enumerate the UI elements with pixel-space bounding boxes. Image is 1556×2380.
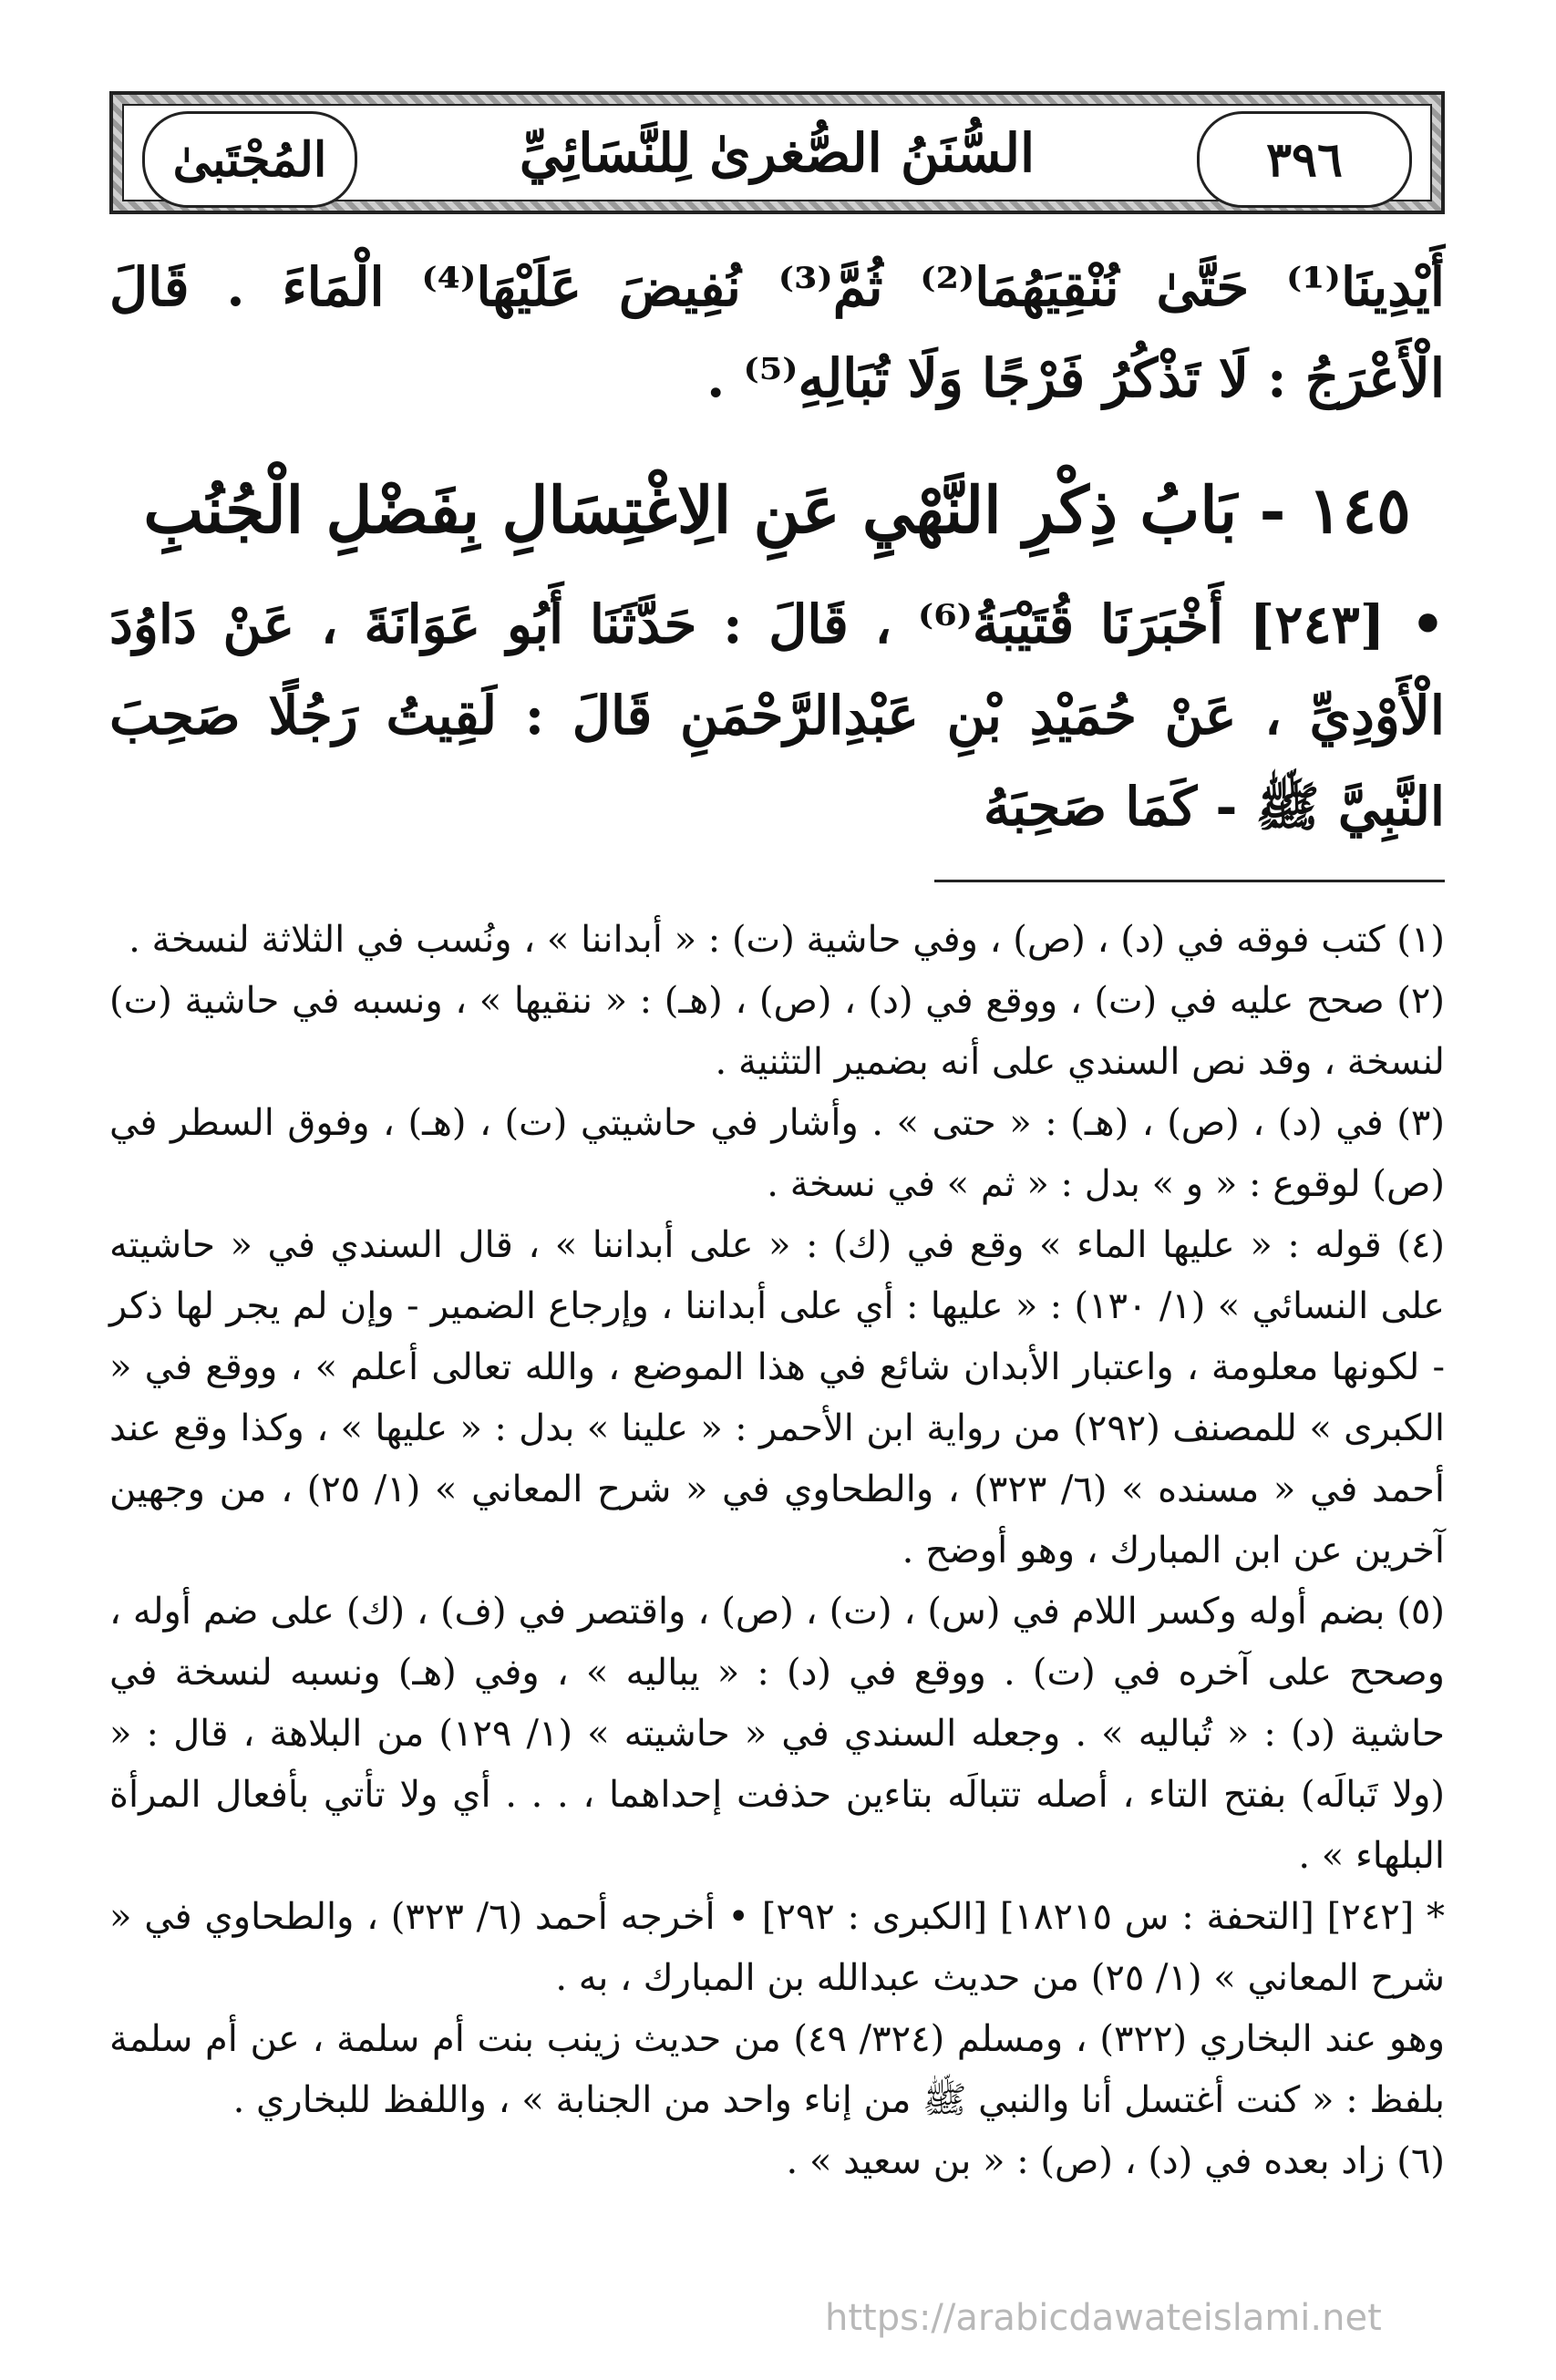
hadith-text [109,579,1445,852]
page-content [109,242,1445,2192]
footnote-4: (٤) قوله : « عليها الماء » وقع في (ك) : « على أبداننا » ، قال السندي في « حاشيته على النسائي » (١/ ١٣٠) : « عليها : أي على أبداننا ، وإرجاع الضمير - وإن لم يجر لها ذكر - لكونها معلومة ، واعتبار الأبدان شائع في هذا الموضع ، والله تعالى أعلم » ، ووقع في « الكبرى » للمصنف (٢٩٢) من رواية ابن الأحمر : « علينا » بدل : « عليها » ، وكذا وقع عند أحمد في « مسنده » (٦/ ٣٢٣) ، والطحاوي في « شرح المعاني » (١/ ٢٥) ، من وجهين آخرين عن ابن المبارك ، وهو أوضح . [109,1224,1446,1571]
main-text [109,242,1445,424]
hadith-paragraph: • [٢٤٣] أَخْبَرَنَا قُتَيْبَةُ⁽⁶⁾ ، قَالَ : حَدَّثَنَا أَبُو عَوَانَةَ ، عَنْ دَاوُدَ الْأَوْدِيِّ ، عَنْ حُمَيْدِ بْنِ عَبْدِالرَّحْمَنِ قَالَ : لَقِيتُ رَجُلًا صَحِبَ النَّبِيَّ ﷺ - كَمَا صَحِبَهُ [109,593,1445,838]
footnote-3: (٣) في (د) ، (ص) ، (هـ) : « حتى » . وأشار في حاشيتي (ت) ، (هـ) ، وفوق السطر في (ص) لوقوع : « و » بدل : « ثم » في نسخة . [109,1102,1445,1205]
page-header [109,91,1445,214]
footnote-divider [934,880,1445,882]
chapter-heading: ١٤٥ - بَابُ ذِكْرِ النَّهْيِ عَنِ الِاغْتِسَالِ بِفَضْلِ الْجُنُبِ [143,472,1411,548]
footnotes [109,910,1445,2192]
watermark-url: https://arabicdawateislami.net [825,2297,1382,2339]
book-emblem: المُجْتَبىٰ [142,111,357,208]
page-number: ٣٩٦ [1197,111,1412,208]
footnote-5: (٥) بضم أوله وكسر اللام في (س) ، (ت) ، (ص) ، واقتصر في (ف) ، (ك) على ضم أوله ، وصحح على آخره في (ت) . ووقع في (د) : « يباليه » ، وفي (هـ) ونسبه لنسخة في حاشية (د) : « تُباليه » . وجعله السندي في « حاشيته » (١/ ١٢٩) من البلاهة ، قال : « (ولا تَبالَه) بفتح التاء ، أصله تتبالَه بتاءين حذفت إحداهما ، . . . أي ولا تأتي بأفعال المرأة البلهاء » . [109,1591,1446,1877]
footnote-6: (٦) زاد بعده في (د) ، (ص) : « بن سعيد » . [786,2140,1445,2182]
page-header-frame [122,104,1432,201]
footnote-1: (١) كتب فوقه في (د) ، (ص) ، وفي حاشية (ت) : « أبداننا » ، ونُسب في الثلاثة لنسخة . [129,919,1445,961]
main-paragraph: أَيْدِينَا⁽¹⁾ حَتَّىٰ نُنْقِيَهُمَا⁽²⁾ ثُمَّ⁽³⁾ نُفِيضَ عَلَيْهَا⁽⁴⁾ الْمَاءَ . قَالَ الْأَعْرَجُ : لَا تَذْكُرُ فَرْجًا وَلَا تُبَالِهِ⁽⁵⁾ . [109,256,1445,409]
takhrij-2: وهو عند البخاري (٣٢٢) ، ومسلم (٣٢٤/ ٤٩) من حديث زينب بنت أم سلمة ، عن أم سلمة بلفظ : « كنت أغتسل أنا والنبي ﷺ من إناء واحد من الجنابة » ، واللفظ للبخاري . [109,2018,1446,2121]
book-title: السُّنَنُ الصُّغرىٰ لِلنَّسَائِيِّ [519,121,1036,184]
takhrij-1: * [٢٤٢] [التحفة : س ١٨٢١٥] [الكبرى : ٢٩٢] • أخرجه أحمد (٦/ ٣٢٣) ، والطحاوي في « شرح المعاني » (١/ ٢٥) من حديث عبدالله بن المبارك ، به . [109,1896,1446,1999]
footnote-2: (٢) صحح عليه في (ت) ، ووقع في (د) ، (ص) ، (هـ) : « ننقيها » ، ونسبه في حاشية (ت) لنسخة ، وقد نص السندي على أنه بضمير التثنية . [109,980,1445,1083]
